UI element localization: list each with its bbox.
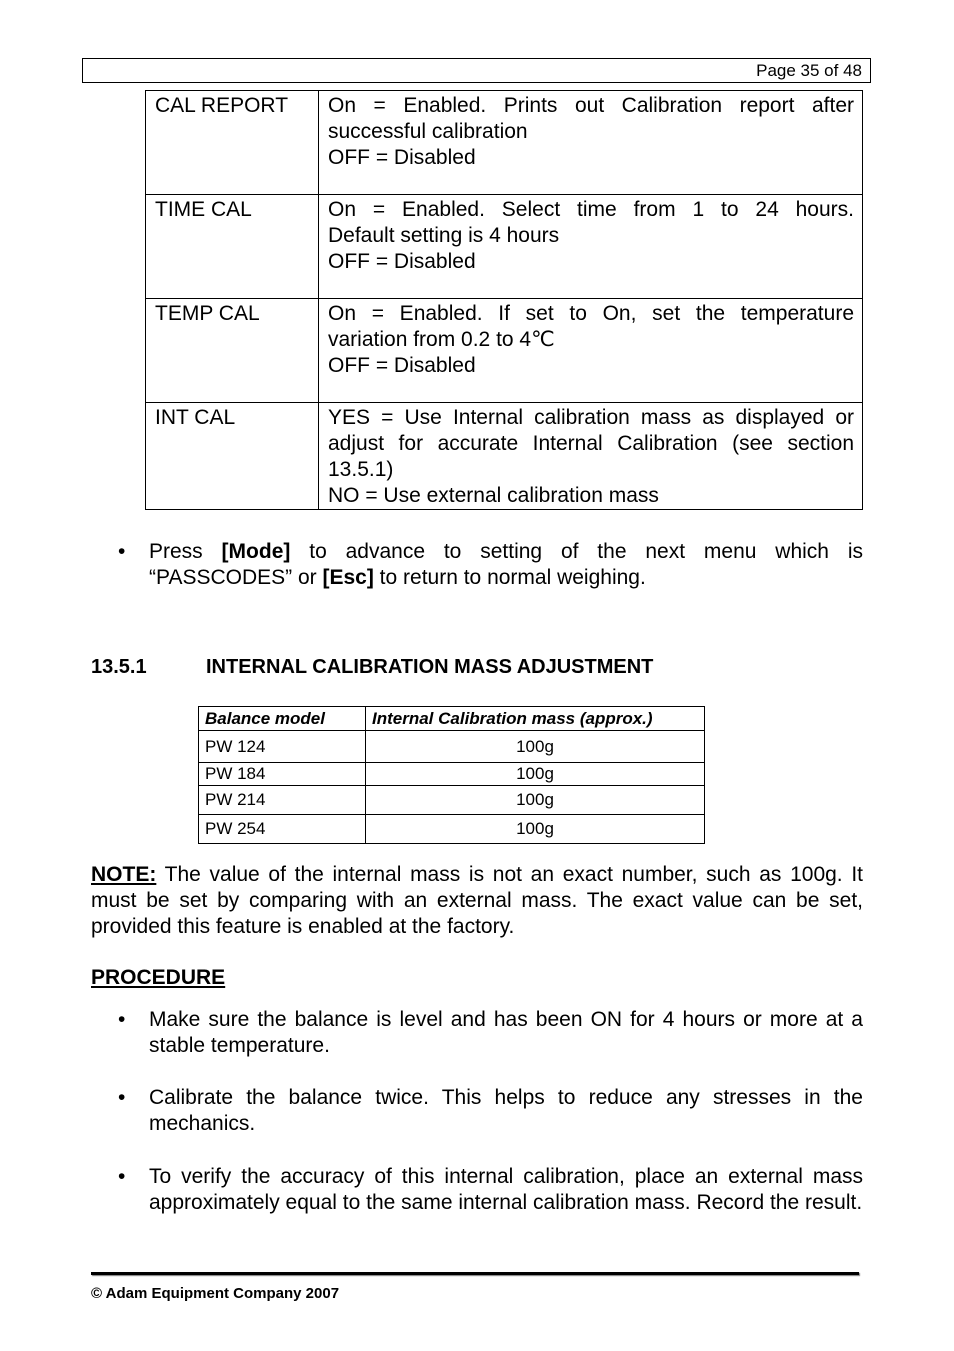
description-line: OFF = Disabled xyxy=(328,146,476,169)
bullet-line xyxy=(149,539,863,565)
bullet-icon: • xyxy=(118,1086,126,1109)
description-line: successful calibration xyxy=(328,120,528,143)
table-header-row xyxy=(199,707,705,731)
bullet-press-mode xyxy=(118,539,863,591)
bullet-text: Calibrate the balance twice. This helps to reduce any stresses in the mechanics. xyxy=(149,1086,863,1135)
procedure-bullet xyxy=(118,1164,863,1216)
bullet-text: To verify the accuracy of this internal calibration, place an external mass approximately equal to the same internal calibration mass. Record the result. xyxy=(149,1165,863,1214)
section-number: 13.5.1 xyxy=(91,656,147,678)
page-number-label: Page 35 of 48 xyxy=(756,61,862,80)
bullet-icon: • xyxy=(118,1008,126,1031)
procedure-bullet xyxy=(118,1007,863,1059)
bullet-icon: • xyxy=(118,540,126,563)
bullet-text: Make sure the balance is level and has been ON for 4 hours or more at a stable temperature. xyxy=(149,1008,863,1057)
balance-model-cell: PW 214 xyxy=(199,786,366,815)
calibration-mass-cell: 100g xyxy=(366,786,705,815)
balance-model-cell: PW 124 xyxy=(199,731,366,763)
description-line: On = Enabled. If set to On, set the temperature xyxy=(328,302,854,325)
description-line: On = Enabled. Prints out Calibration report after xyxy=(328,94,854,117)
page-number-header xyxy=(82,58,871,83)
setting-description xyxy=(319,403,863,510)
calibration-mass-cell: 100g xyxy=(366,731,705,763)
bullet-text: to return to normal weighing. xyxy=(373,566,646,589)
balance-model-cell: PW 184 xyxy=(199,763,366,786)
note-text: The value of the internal mass is not an exact number, such as 100g. It must be set by comparing with an external mass. The exact value can be set, provided this feature is enabled at the factory. xyxy=(91,863,863,938)
footer-copyright: © Adam Equipment Company 2007 xyxy=(91,1285,340,1302)
description-line: On = Enabled. Select time from 1 to 24 hours. xyxy=(328,198,854,221)
description-line: Default setting is 4 hours xyxy=(328,224,560,247)
bullet-text: Press xyxy=(149,540,222,563)
table-row xyxy=(146,91,863,195)
table-row xyxy=(199,786,705,815)
description-line: adjust for accurate Internal Calibration (see section xyxy=(328,432,854,455)
setting-name: TIME CAL xyxy=(146,195,319,299)
note-paragraph xyxy=(91,862,863,940)
section-title: INTERNAL CALIBRATION MASS ADJUSTMENT xyxy=(206,656,654,678)
description-line: variation from 0.2 to 4℃ xyxy=(328,328,555,351)
section-heading xyxy=(91,654,653,680)
table-row xyxy=(199,815,705,844)
setting-description xyxy=(319,91,863,195)
description-line: OFF = Disabled xyxy=(328,354,476,377)
description-line: 13.5.1) xyxy=(328,458,394,481)
calibration-mass-cell: 100g xyxy=(366,763,705,786)
bullet-icon: • xyxy=(118,1165,126,1188)
setting-description xyxy=(319,195,863,299)
calibration-mass-cell: 100g xyxy=(366,815,705,844)
internal-mass-table xyxy=(198,706,705,844)
procedure-heading: PROCEDURE xyxy=(91,966,226,989)
table-row xyxy=(199,731,705,763)
setting-description xyxy=(319,299,863,403)
note-label: NOTE: xyxy=(91,863,157,886)
description-line: YES = Use Internal calibration mass as displayed or xyxy=(328,406,854,429)
table-row xyxy=(199,763,705,786)
table-row xyxy=(146,195,863,299)
esc-key-label: [Esc] xyxy=(322,566,374,589)
footer-divider xyxy=(91,1272,859,1275)
procedure-bullet xyxy=(118,1085,863,1137)
bullet-text: “PASSCODES” or xyxy=(149,566,323,589)
setting-name: TEMP CAL xyxy=(146,299,319,403)
column-header-mass: Internal Calibration mass (approx.) xyxy=(366,707,705,731)
calibration-settings-table xyxy=(145,90,863,510)
table-row xyxy=(146,403,863,510)
table-row xyxy=(146,299,863,403)
description-line: OFF = Disabled xyxy=(328,250,476,273)
balance-model-cell: PW 254 xyxy=(199,815,366,844)
bullet-line xyxy=(149,565,863,591)
bullet-text: to advance to setting of the next menu which is xyxy=(290,540,863,563)
setting-name: INT CAL xyxy=(146,403,319,510)
description-line: NO = Use external calibration mass xyxy=(328,484,659,507)
setting-name: CAL REPORT xyxy=(146,91,319,195)
mode-key-label: [Mode] xyxy=(221,540,291,563)
column-header-model: Balance model xyxy=(199,707,366,731)
